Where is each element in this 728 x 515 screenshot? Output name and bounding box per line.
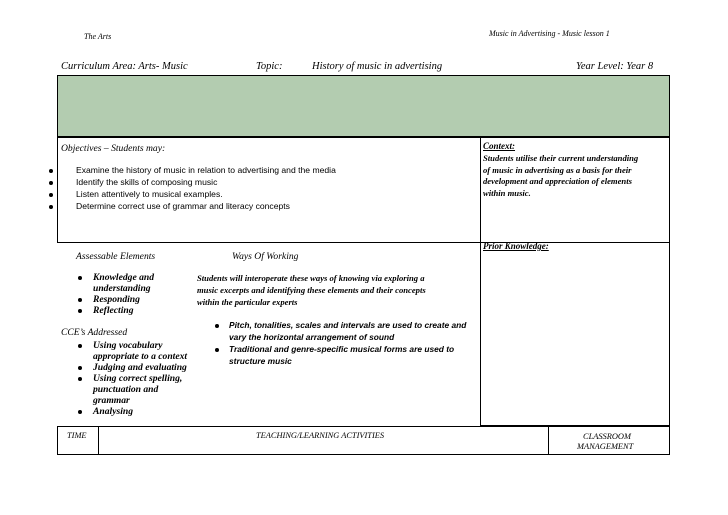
bullet-icon xyxy=(78,410,82,414)
cce-item: Judging and evaluating xyxy=(93,362,187,373)
banner-band xyxy=(57,75,670,137)
assessable-heading: Assessable Elements xyxy=(76,251,156,262)
bullet-icon xyxy=(78,298,82,302)
objectives-heading: Objectives – Students may: xyxy=(61,143,166,154)
classroom-label: CLASSROOM xyxy=(583,432,631,441)
header-left: The Arts xyxy=(84,32,112,41)
context-text: Students utilise their current understanding of music in advertising as a basis for their development and appreciation of elements within music. xyxy=(483,153,639,198)
objective-item: Examine the history of music in relation to advertising and the media xyxy=(76,164,336,176)
ways-list xyxy=(229,320,466,367)
header-right: Music in Advertising - Music lesson 1 xyxy=(489,29,610,38)
bullet-icon xyxy=(78,309,82,313)
bullet-icon xyxy=(49,193,53,197)
assessable-list xyxy=(93,272,154,316)
ways-item: Pitch, tonalities, scales and intervals are used to create and vary the horizontal arrangement of sound xyxy=(229,320,466,343)
ways-intro: Students will interoperate these ways of knowing via exploring a music excerpts and identifying these elements and their concepts within the particular experts xyxy=(197,273,426,307)
bullet-icon xyxy=(215,348,219,352)
bullet-icon xyxy=(49,181,53,185)
bullet-icon xyxy=(78,276,82,280)
bullet-icon xyxy=(49,205,53,209)
cce-heading: CCE’s Addressed xyxy=(61,327,128,338)
topic-label: Topic: xyxy=(256,61,283,72)
curriculum-area: Curriculum Area: Arts- Music xyxy=(61,61,188,72)
bullet-icon xyxy=(78,377,82,381)
objectives-list xyxy=(76,164,336,212)
bullet-icon xyxy=(49,169,53,173)
management-label: MANAGEMENT xyxy=(577,442,634,451)
assessable-item: Reflecting xyxy=(93,305,154,316)
objective-item: Determine correct use of grammar and literacy concepts xyxy=(76,200,336,212)
prior-knowledge-heading: Prior Knowledge: xyxy=(483,241,549,251)
objective-item: Listen attentively to musical examples. xyxy=(76,188,336,200)
cce-item: Using vocabulary appropriate to a context xyxy=(93,340,187,362)
prior-knowledge-cell xyxy=(480,242,670,426)
assessable-item: Responding xyxy=(93,294,154,305)
bullet-icon xyxy=(78,344,82,348)
assessable-item: Knowledge and understanding xyxy=(93,272,154,294)
activities-label: TEACHING/LEARNING ACTIVITIES xyxy=(256,431,385,440)
time-label: TIME xyxy=(67,431,87,440)
topic-value: History of music in advertising xyxy=(312,61,443,72)
time-divider xyxy=(98,426,99,455)
bullet-icon xyxy=(78,366,82,370)
ways-heading: Ways Of Working xyxy=(232,251,299,262)
year-level: Year Level: Year 8 xyxy=(576,61,654,72)
bullet-icon xyxy=(215,324,219,328)
cce-item: Analysing xyxy=(93,406,187,417)
cce-list xyxy=(93,340,187,417)
ways-item: Traditional and genre-specific musical forms are used to structure music xyxy=(229,344,466,367)
cce-item: Using correct spelling, punctuation and grammar xyxy=(93,373,187,406)
objective-item: Identify the skills of composing music xyxy=(76,176,336,188)
classroom-divider xyxy=(548,426,549,455)
context-heading: Context: xyxy=(483,141,516,151)
